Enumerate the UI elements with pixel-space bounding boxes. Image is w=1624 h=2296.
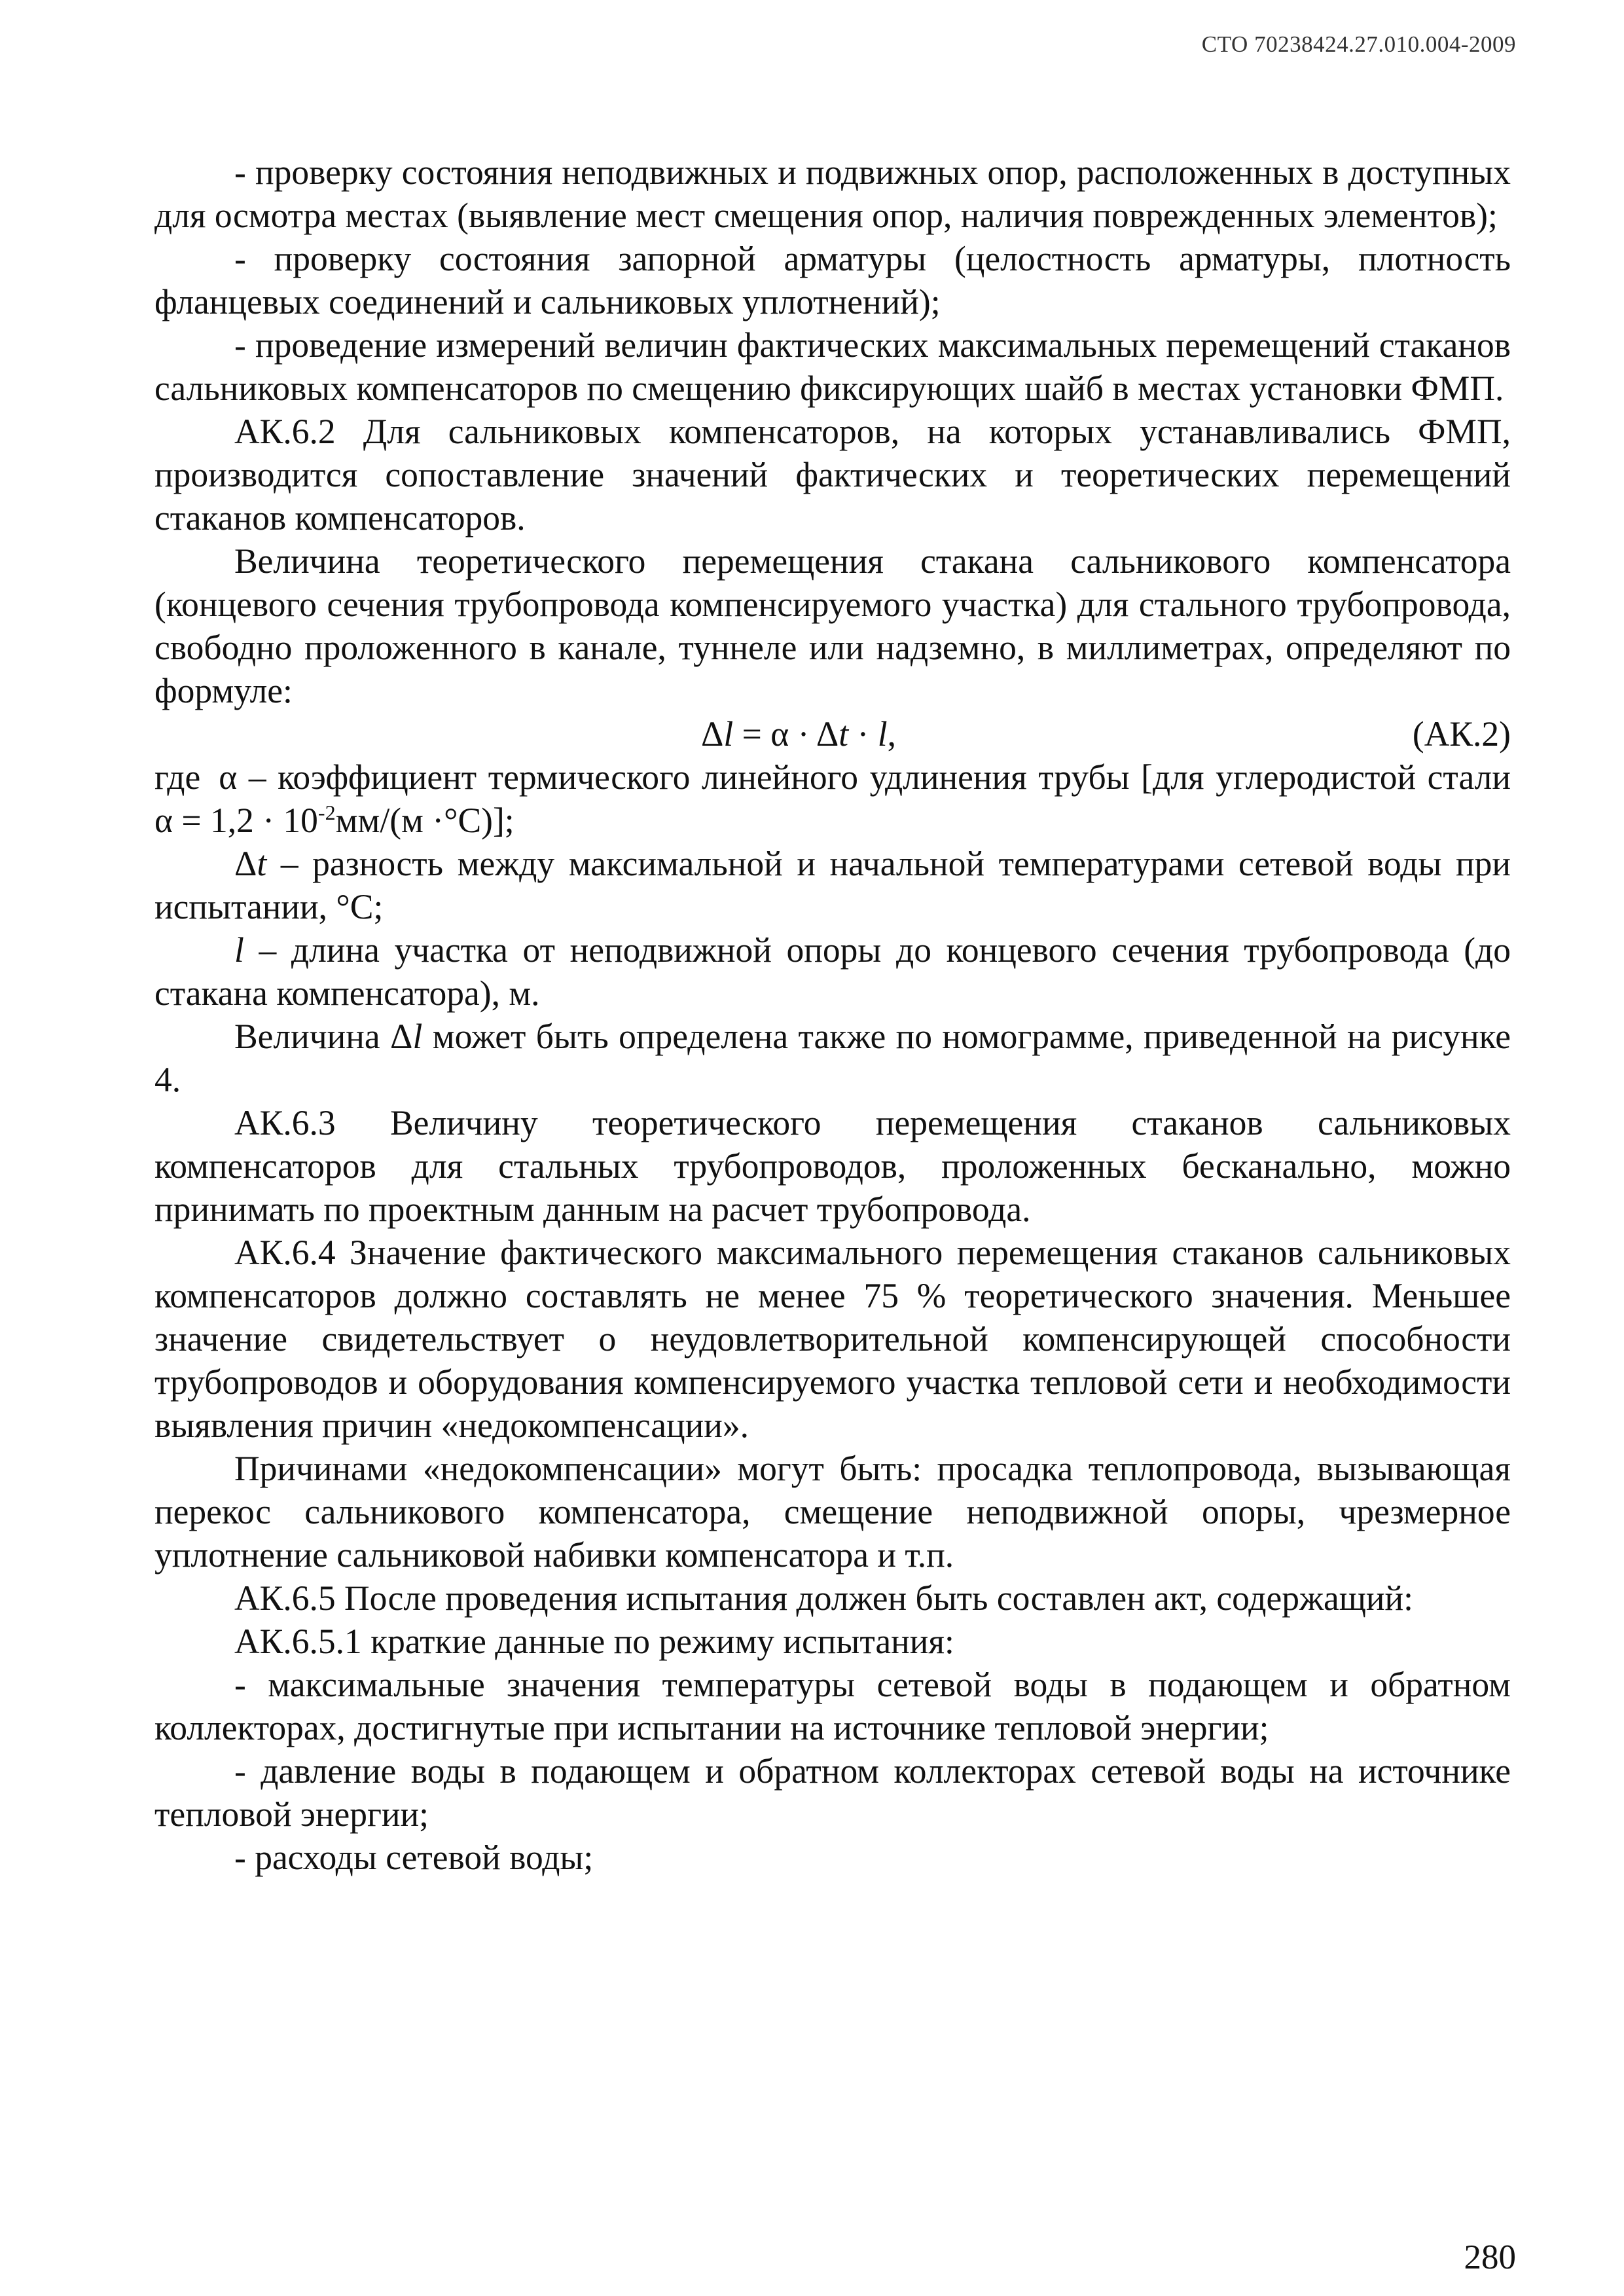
where-label: где [154,757,201,797]
definition-alpha [154,756,1511,842]
paragraph-theoretical-displacement: Величина теоретического перемещения стакана сальникового компенсатора (концевого сечения трубопровода компенсируемого участка) для стального трубопровода, свободно проложенного в канале, туннеле или надземно, в миллиметрах, определяют по формуле: [154,541,1511,710]
formula-number: (АК.2) [1412,714,1511,754]
paragraph-ak-6-3: АК.6.3 Величину теоретического перемещения стаканов сальниковых компенсаторов для стальных трубопроводов, проложенных бесканально, можно принимать по проектным данным на расчет трубопровода. [154,1103,1511,1229]
paragraph-valves-check: - проверку состояния запорной арматуры (целостность арматуры, плотность фланцевых соединений и сальниковых уплотнений); [154,239,1511,321]
paragraph-displacement-measurement: - проведение измерений величин фактических максимальных перемещений стаканов сальниковых компенсаторов по смещению фиксирующих шайб в местах установки ФМП. [154,325,1511,408]
paragraph-ak-6-4: АК.6.4 Значение фактического максимального перемещения стаканов сальниковых компенсаторов должно составлять не менее 75 % теоретического значения. Меньшее значение свидетельствует о неудовлетворительной компенсирующей способности трубопроводов и оборудования компенсируемого участка тепловой сети и необходимости выявления причин «недокомпенсации». [154,1233,1511,1445]
paragraph-ak-6-5-1: АК.6.5.1 краткие данные по режиму испытания: [234,1622,954,1661]
body-text [154,151,1511,1879]
paragraph-ak-6-2: АК.6.2 Для сальниковых компенсаторов, на которых устанавливались ФМП, производится сопоставление значений фактических и теоретических перемещений стаканов компенсаторов. [154,412,1511,538]
document-code-header: СТО 70238424.27.010.004-2009 [1201,31,1516,57]
definition-alpha-unit: мм/(м ·°C)]; [335,801,514,840]
paragraph-water-flow: - расходы сетевой воды; [234,1838,594,1877]
paragraph-max-temperatures: - максимальные значения температуры сетевой воды в подающем и обратном коллекторах, достигнутые при испытании на источнике тепловой энергии; [154,1665,1511,1747]
definition-delta-t: Δt – разность между максимальной и начальной температурами сетевой воды при испытании, °С; [154,844,1511,926]
formula-expression: Δl = α · Δt · l, [701,714,896,754]
paragraph-water-pressure: - давление воды в подающем и обратном коллекторах сетевой воды на источнике тепловой энергии; [154,1751,1511,1834]
definition-alpha-exponent: -2 [317,801,336,825]
formula-ak-2 [154,712,1511,756]
paragraph-ak-6-5: АК.6.5 После проведения испытания должен быть составлен акт, содержащий: [234,1578,1414,1618]
paragraph-undercompensation-causes: Причинами «недокомпенсации» могут быть: просадка теплопровода, вызывающая перекос сальникового компенсатора, смещение неподвижной опоры, чрезмерное уплотнение сальниковой набивки компенсатора и т.п. [154,1449,1511,1575]
definition-alpha-text: α – коэффициент термического линейного удлинения трубы [для углеродистой стали α = 1,2 · 10 [154,757,1511,840]
paragraph-supports-check: - проверку состояния неподвижных и подвижных опор, расположенных в доступных для осмотра местах (выявление мест смещения опор, наличия поврежденных элементов); [154,153,1511,235]
page-number: 280 [1464,2238,1516,2276]
paragraph-nomogram: Величина Δl может быть определена также по номограмме, приведенной на рисунке 4. [154,1017,1511,1099]
definition-l: l – длина участка от неподвижной опоры до концевого сечения трубопровода (до стакана компенсатора), м. [154,930,1511,1013]
